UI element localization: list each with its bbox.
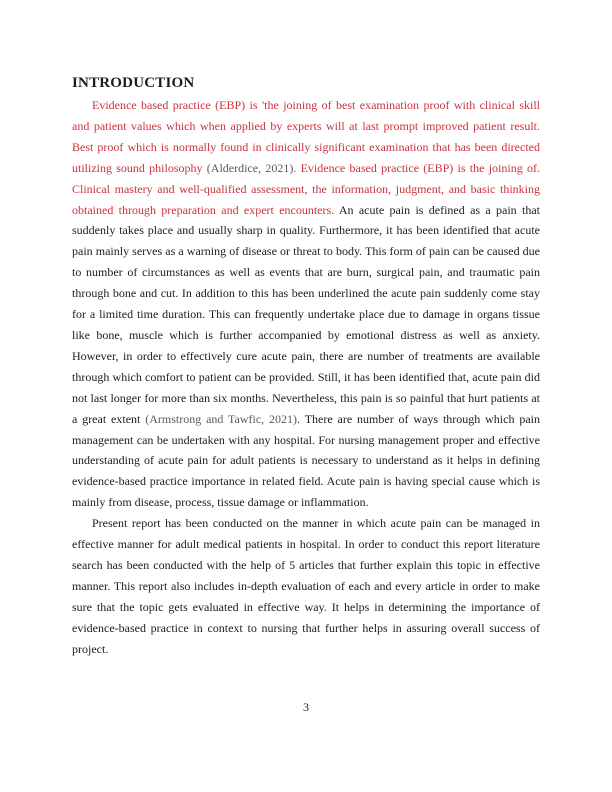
text-line [72, 409, 540, 430]
text-run: through bone and cut. In addition to this has been underlined the acute pain suddenly come stay [72, 286, 540, 301]
text-line [72, 325, 540, 346]
text-run: a great extent [72, 411, 146, 426]
citation-text: (Alderdice, 2021) [206, 160, 294, 175]
text-line [72, 179, 540, 200]
text-line [72, 430, 540, 451]
text-run: utilizing sound philosophy [72, 160, 207, 175]
text-line [72, 576, 540, 597]
text-run: suddenly takes place and usually sharp in quality. Furthermore, it has been identified that acute [72, 223, 540, 238]
text-run: to number of circumstances as well as events that are burn, surgical pain, and traumatic pain [72, 265, 540, 280]
text-line [72, 367, 540, 388]
citation-text: (Armstrong and Tawfic, 2021) [145, 411, 298, 426]
text-line [72, 95, 540, 116]
text-line [72, 116, 540, 137]
text-run: management can be undertaken with any hospital. For nursing management proper and effective [72, 432, 540, 447]
text-line [72, 534, 540, 555]
paragraph [72, 95, 540, 513]
text-line [72, 304, 540, 325]
text-run: pain mainly serves as a warning of disease or threat to body. This form of pain can be caused due [72, 244, 540, 259]
document-content [72, 72, 540, 659]
paragraph [72, 513, 540, 659]
text-run: like bone, muscle which is further accompanied by emotional distress as well as anxiety. [72, 327, 540, 342]
page-number: 3 [303, 700, 309, 714]
text-line [72, 555, 540, 576]
text-line [72, 513, 540, 534]
text-line [72, 220, 540, 241]
text-run: evidence-based practice importance in related field. Acute pain is having special cause which is [72, 474, 540, 489]
text-run: Best proof which is normally found in clinically significant examination that has been directed [72, 139, 540, 154]
text-run: Evidence based practice (EBP) is 'the joining of best examination proof with clinical skill [92, 98, 540, 112]
text-run: search has been conducted with the help of 5 articles that further explain this topic in effective [72, 557, 540, 572]
section-heading: INTRODUCTION [72, 75, 195, 91]
text-run: Clinical mastery and well-qualified assessment, the information, judgment, and basic thinking [72, 181, 540, 196]
text-line [72, 283, 540, 304]
text-run: understanding of acute pain for adult patients is necessary to understand as it helps in defining [72, 453, 540, 468]
text-run: . There are number of ways through which pain [297, 411, 540, 426]
text-run: project. [72, 641, 109, 656]
text-run: Present report has been conducted on the manner in which acute pain can be managed in [92, 516, 540, 531]
text-run: not last longer for more than six months. Nevertheless, this pain is so painful that hurt patients at [72, 390, 540, 405]
text-run: However, in order to effectively cure acute pain, there are number of treatments are available [72, 348, 540, 363]
text-run: sure that the topic gets evaluated in effective way. It helps in determining the importance of [72, 599, 540, 614]
text-line [72, 450, 540, 471]
text-run: and patient values which when applied by experts will at last prompt improved patient result. [72, 118, 540, 133]
text-run: evidence-based practice in context to nursing that further helps in assuring overall success of [72, 620, 540, 635]
text-run: obtained through preparation and expert encounters. [72, 202, 335, 217]
text-line [72, 388, 540, 409]
text-line [72, 241, 540, 262]
text-line [72, 597, 540, 618]
text-run: effective manner for adult medical patients in hospital. In order to conduct this report literature [72, 537, 540, 552]
text-run: manner. This report also includes in-depth evaluation of each and every article in order to make [72, 578, 540, 593]
text-run: . Evidence based practice (EBP) is the joining of. [293, 160, 540, 175]
text-run: through which comfort to patient can be provided. Still, it has been identified that, acute pain did [72, 369, 540, 384]
text-line [72, 262, 540, 283]
text-line [72, 471, 540, 492]
text-line [72, 618, 540, 639]
body-text [72, 95, 540, 659]
text-line [72, 200, 540, 221]
text-line [72, 492, 540, 513]
text-line [72, 346, 540, 367]
text-run: for a limited time duration. This can frequently undertake place due to damage in organs tissue [72, 307, 540, 322]
text-line [72, 137, 540, 158]
text-line [72, 158, 540, 179]
text-run: An acute pain is defined as a pain that [334, 202, 540, 217]
text-run: mainly from disease, process, tissue damage or inflammation. [72, 495, 369, 510]
text-line [72, 639, 540, 660]
